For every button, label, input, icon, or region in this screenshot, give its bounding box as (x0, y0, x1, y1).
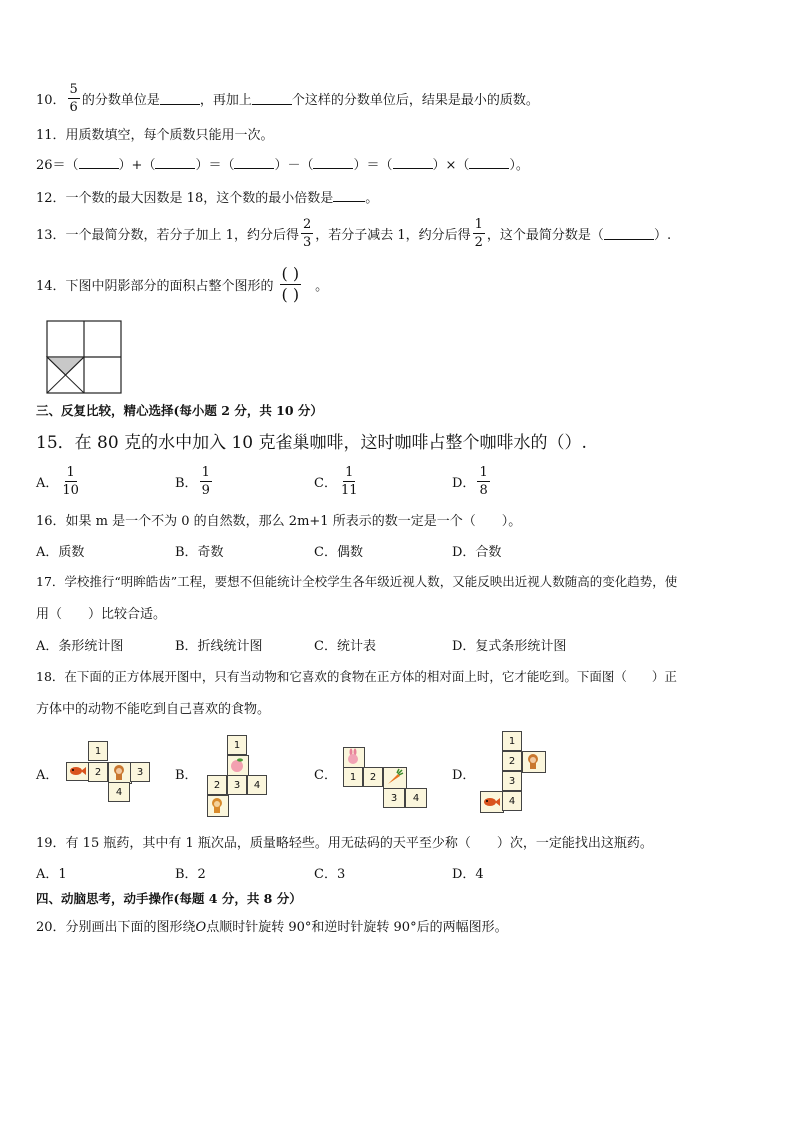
option-d[interactable]: D．复式条形统计图 (452, 639, 567, 654)
carrot-icon (383, 767, 407, 789)
question-18-line2: 方体中的动物不能吃到自己喜欢的食物。 (36, 702, 271, 717)
answer-blank[interactable] (79, 156, 119, 169)
option-d[interactable]: D． (452, 768, 476, 783)
monkey-icon (207, 795, 229, 817)
cube-face: 1 (502, 731, 522, 751)
question-11-equation: 26＝（ ）+（ ）＝（ ）－（ ）＝（ ）×（ ）。 (36, 158, 529, 173)
answer-blank[interactable] (469, 156, 509, 169)
cube-face: 3 (383, 788, 405, 808)
option-c[interactable]: C． (314, 768, 337, 783)
question-20: 20．分别画出下面的图形绕O点顺时针旋转 90°和逆时针旋转 90°后的两幅图形。 (36, 920, 508, 935)
answer-blank[interactable] (313, 156, 353, 169)
fraction: $\frac{2}{3}$ (302, 216, 312, 250)
question-11-prompt: 11．用质数填空，每个质数只能用一次。 (36, 128, 274, 143)
question-16: 16．如果 m 是一个不为 0 的自然数，那么 2m+1 所表示的数一定是一个（ ）。 (36, 514, 522, 529)
section-heading: 三、反复比较，精心选择(每小题 2 分，共 10 分） (36, 403, 323, 418)
fraction: $\frac{1}{2}$ (474, 216, 483, 250)
option-a[interactable]: A．条形统计图 (36, 639, 124, 654)
cube-face: 1 (343, 767, 363, 787)
fish-icon (66, 762, 90, 781)
cube-face: 4 (247, 775, 267, 795)
cube-face: 4 (502, 791, 522, 811)
option-b[interactable]: B．2 (175, 867, 206, 882)
answer-blank[interactable] (234, 156, 274, 169)
question-18-line1: 18．在下面的正方体展开图中，只有当动物和它喜欢的食物在正方体的相对面上时，它才能吃到。下面图（ ）正 (36, 669, 677, 684)
cube-face: 4 (405, 788, 427, 808)
question-15: 15．在 80 克的水中加入 10 克雀巢咖啡，这时咖啡占整个咖啡水的（）. (36, 433, 587, 453)
cube-face: 1 (227, 735, 247, 755)
option-c[interactable]: C．偶数 (314, 545, 363, 560)
answer-blank[interactable] (333, 189, 365, 202)
question-19: 19．有 15 瓶药，其中有 1 瓶次品，质量略轻些。用无砝码的天平至少称（ ）次，一定能找出这瓶药。 (36, 836, 653, 851)
cube-face: 3 (502, 771, 522, 791)
answer-fraction-blank[interactable]: $\frac{( )}{( )}$ (281, 263, 300, 304)
option-d[interactable]: D．合数 (452, 545, 502, 560)
answer-blank[interactable] (252, 92, 292, 105)
cube-face: 3 (227, 775, 247, 795)
point-label: O (195, 920, 207, 935)
monkey-icon (108, 762, 132, 784)
option-b[interactable]: B．奇数 (175, 545, 224, 560)
question-14: 14．下图中阴影部分的面积占整个图形的 $\frac{( )}{( )}$ 。 (36, 263, 329, 304)
option-d[interactable]: D． $\frac{1}{8}$ (452, 464, 488, 498)
option-c[interactable]: C．统计表 (314, 639, 376, 654)
section-heading: 四、动脑思考，动手操作(每题 4 分，共 8 分） (36, 891, 302, 906)
option-c[interactable]: C． $\frac{1}{11}$ (314, 464, 358, 498)
option-d[interactable]: D．4 (452, 867, 484, 882)
answer-blank[interactable] (393, 156, 433, 169)
cube-face: 3 (130, 762, 150, 782)
fraction: $\frac{5}{6}$ (69, 81, 78, 115)
question-17-line2: 用（ ）比较合适。 (36, 607, 167, 622)
option-a[interactable]: A． (36, 768, 59, 783)
option-a[interactable]: A． $\frac{1}{10}$ (36, 464, 79, 498)
fish-icon (480, 791, 504, 813)
question-12: 12．一个数的最大因数是 18，这个数的最小倍数是 。 (36, 191, 379, 206)
answer-blank[interactable] (604, 227, 654, 240)
cube-face: 2 (502, 751, 522, 771)
peach-icon (227, 755, 249, 777)
cube-face: 1 (88, 741, 108, 761)
option-b[interactable]: B． $\frac{1}{9}$ (175, 464, 210, 498)
rabbit-icon (343, 747, 365, 769)
question-17-line1: 17．学校推行“明眸皓齿”工程，要想不但能统计全校学生各年级近视人数，又能反映出近视人数随高的变化趋势，使 (36, 574, 678, 589)
answer-blank[interactable] (155, 156, 195, 169)
cube-face: 4 (108, 782, 130, 802)
question-13: 13．一个最简分数，若分子加上 1，约分后得 $\frac{2}{3}$ ，若分子减去 1，约分后得 $\frac{1}{2}$ ，这个最简分数是（ ）. (36, 216, 672, 250)
answer-blank[interactable] (160, 92, 200, 105)
option-a[interactable]: A．1 (36, 867, 67, 882)
question-number: 10． (36, 92, 66, 108)
question-15-options (36, 461, 736, 501)
cube-face: 2 (207, 775, 227, 795)
cube-face: 2 (363, 767, 383, 787)
option-c[interactable]: C．3 (314, 867, 346, 882)
shaded-square-figure (46, 320, 122, 394)
option-b[interactable]: B．折线统计图 (175, 639, 263, 654)
option-a[interactable]: A．质数 (36, 545, 85, 560)
cube-face: 2 (88, 762, 108, 782)
monkey-icon (522, 751, 546, 773)
question-10: 10． $\frac{5}{6}$ 的分数单位是 ，再加上 个这样的分数单位后，结果是最小的质数。 (36, 81, 539, 115)
option-b[interactable]: B． (175, 768, 198, 783)
